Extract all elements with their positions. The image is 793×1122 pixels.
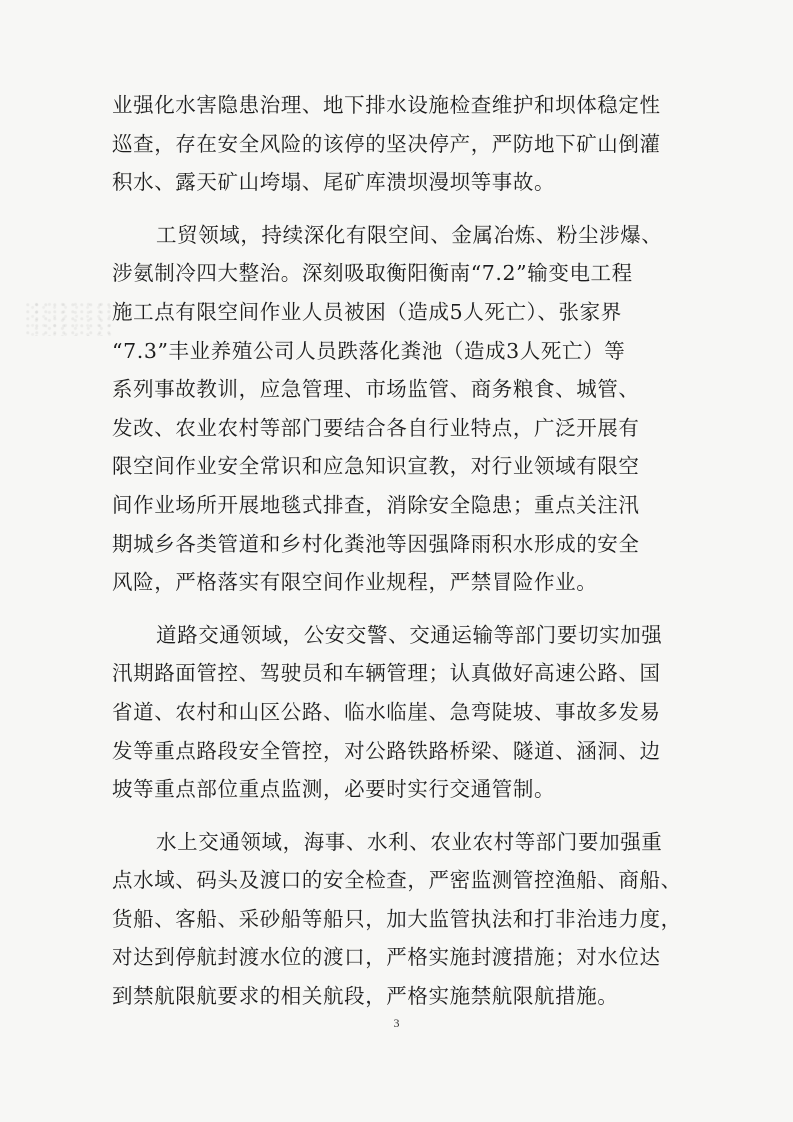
text-line: 系列事故教训，应急管理、市场监管、商务粮食、城管、 — [112, 377, 640, 402]
text-line: 到禁航限航要求的相关航段，严格实施禁航限航措施。 — [112, 984, 619, 1009]
text-line: 发改、农业农村等部门要结合各自行业特点，广泛开展有 — [112, 415, 640, 440]
paragraph-water-traffic — [112, 823, 682, 1016]
text-line: 期城乡各类管道和乡村化粪池等因强降雨积水形成的安全 — [112, 531, 640, 556]
page-number: 3 — [393, 1016, 400, 1030]
text-line: 发等重点路段安全管控，对公路铁路桥梁、隧道、涵洞、边 — [112, 738, 661, 763]
paragraph-industry-trade — [112, 216, 672, 602]
text-line: 货船、客船、采砂船等船只，加大监管执法和打非治违力度， — [112, 906, 682, 931]
text-line: 施工点有限空间作业人员被困（造成5人死亡）、张家界 — [112, 299, 622, 324]
text-line: 涉氨制冷四大整治。深刻吸取衡阳衡南“7.2”输变电工程 — [112, 261, 633, 286]
body-text — [112, 86, 682, 1030]
text-line: 坡等重点部位重点监测，必要时实行交通管制。 — [112, 777, 556, 802]
text-line: 省道、农村和山区公路、临水临崖、急弯陡坡、事故多发易 — [112, 699, 661, 724]
text-line: 巡查，存在安全风险的该停的坚决停产，严防地下矿山倒灌 — [112, 131, 661, 156]
text-line: 积水、露天矿山垮塌、尾矿库溃坝漫坝等事故。 — [112, 170, 556, 195]
scan-artifact — [26, 302, 112, 336]
text-line: 限空间作业安全常识和应急知识宣教，对行业领域有限空 — [112, 454, 640, 479]
text-line: 业强化水害隐患治理、地下排水设施检查维护和坝体稳定性 — [112, 93, 661, 117]
text-line: 对达到停航封渡水位的渡口，严格实施封渡措施；对水位达 — [112, 945, 661, 970]
text-line: 汛期路面管控、驾驶员和车辆管理；认真做好高速公路、国 — [112, 661, 661, 686]
paragraph-mining-continuation — [112, 86, 672, 202]
text-line: “7.3”丰业养殖公司人员跌落化粪池（造成3人死亡）等 — [112, 338, 626, 363]
text-line: 间作业场所开展地毯式排查，消除安全隐患；重点关注汛 — [112, 492, 640, 517]
text-line: 工贸领域，持续深化有限空间、金属冶炼、粉尘涉爆、 — [156, 222, 663, 247]
text-line: 风险，严格落实有限空间作业规程，严禁冒险作业。 — [112, 570, 598, 595]
paragraph-road-traffic — [112, 616, 672, 809]
text-line: 道路交通领域，公安交警、交通运输等部门要切实加强 — [156, 622, 663, 647]
text-line: 水上交通领域，海事、水利、农业农村等部门要加强重 — [156, 829, 663, 854]
text-line: 点水域、码头及渡口的安全检查，严密监测管控渔船、商船、 — [112, 868, 682, 893]
